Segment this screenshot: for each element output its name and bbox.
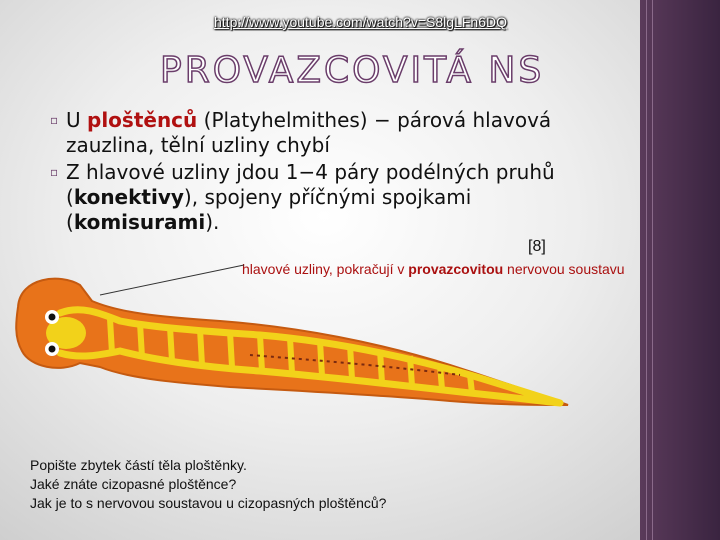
eye-left-pupil — [49, 314, 56, 321]
question-list — [30, 456, 386, 513]
bullet-item — [44, 108, 624, 158]
bullet-highlight: ploštěnců — [87, 108, 198, 132]
bullet-text: (Platyhelmithes) − párová hlavová zauzlina, tělní uzliny chybí — [66, 108, 552, 157]
source-link[interactable]: http://www.youtube.com/watch?v=S8lgLFn6DQ — [214, 14, 507, 30]
bullet-text: ), spojeny příčnými spojkami ( — [66, 185, 472, 234]
bullet-text: ). — [205, 210, 220, 234]
side-bar-line — [652, 0, 653, 540]
side-bar-line — [646, 0, 647, 540]
bullet-icon: ▫ — [50, 165, 59, 179]
bullet-item — [44, 160, 624, 235]
reference-label: [8] — [528, 238, 546, 255]
slide-title: PROVAZCOVITÁ NS — [160, 50, 545, 91]
question-line: Popište zbytek částí těla ploštěnky. — [30, 457, 247, 473]
eye-right-pupil — [49, 346, 56, 353]
bullet-text: Z hlavové uzliny jdou 1−4 páry podélných pruhů ( — [66, 160, 555, 209]
bullet-term: konektivy — [73, 185, 184, 209]
question-line: Jak je to s nervovou soustavou u cizopasných ploštěnců? — [30, 495, 387, 511]
planarian-figure — [0, 255, 600, 455]
caption-text: nervovou soustavu — [503, 261, 625, 277]
bullet-list — [44, 108, 624, 237]
bullet-text: U — [66, 108, 87, 132]
caption-highlight: provazcovitou — [408, 261, 504, 277]
decorative-side-bar — [640, 0, 720, 540]
bullet-term: komisurami — [73, 210, 206, 234]
caption-text: hlavové uzliny, pokračují v — [242, 261, 409, 277]
pointer-line — [100, 265, 244, 295]
question-line: Jaké znáte cizopasné ploštěnce? — [30, 476, 237, 492]
bullet-icon: ▫ — [50, 113, 59, 127]
